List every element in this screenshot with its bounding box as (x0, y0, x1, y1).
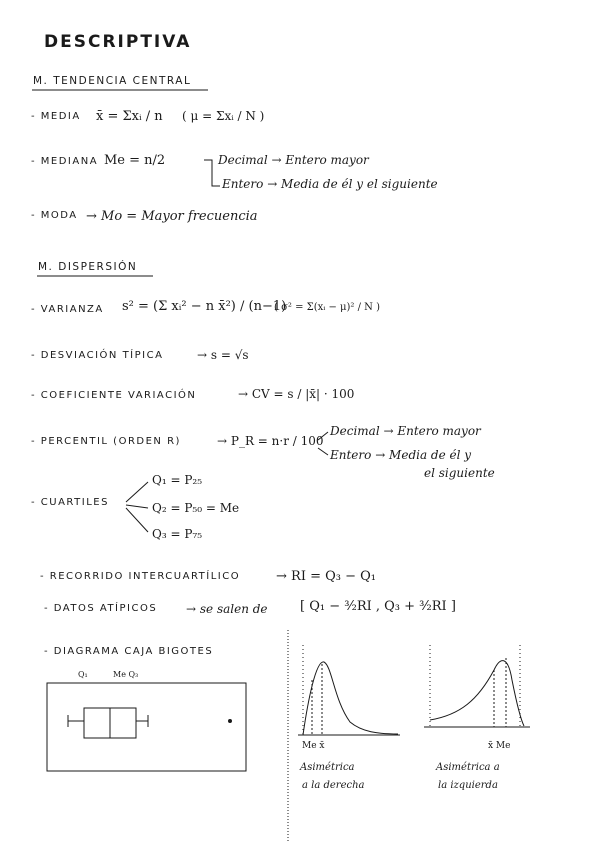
cuartiles-label: - CUARTILES (31, 497, 109, 508)
moda-formula: → Mo = Mayor frecuencia (86, 209, 258, 224)
cuartiles-arrow-down (126, 508, 148, 532)
atipicos-text: → se salen de (186, 602, 268, 616)
boxplot-me-q3-label: Me Q₃ (113, 670, 139, 679)
cuartil-q2: Q₂ = P₅₀ = Me (152, 501, 240, 515)
cuartil-q1: Q₁ = P₂₅ (152, 473, 203, 487)
right-skew-curve (303, 662, 398, 735)
mediana-brace (204, 160, 220, 186)
percentil-arrow-down (318, 448, 328, 455)
atipicos-interval: [ Q₁ − ³⁄₂RI , Q₃ + ³⁄₂RI ] (300, 599, 456, 614)
mediana-formula: Me = n/2 (104, 153, 166, 168)
recorrido-label: - RECORRIDO INTERCUARTÍLICO (40, 571, 241, 582)
desviacion-label: - DESVIACIÓN TÍPICA (31, 350, 164, 361)
cuartiles-arrow-mid (126, 505, 148, 508)
boxplot-q1-label: Q₁ (78, 670, 88, 679)
right-skew-caption-1: Asimétrica (300, 762, 355, 773)
recorrido-formula: → RI = Q₃ − Q₁ (276, 569, 377, 584)
mediana-label: - MEDIANA (31, 156, 99, 167)
left-skew-caption-2: la izquierda (438, 780, 498, 791)
mediana-entero-rule: Entero → Media de él y el siguiente (222, 177, 438, 191)
varianza-pop-formula: ( σ² = Σ(xᵢ − μ)² / N ) (274, 302, 380, 313)
percentil-formula: → P_R = n·r / 100 (217, 434, 324, 448)
percentil-decimal-rule: Decimal → Entero mayor (330, 424, 481, 438)
right-skew-axis-labels: Me x̄ (302, 741, 325, 751)
varianza-label: - VARIANZA (31, 304, 104, 315)
section-dispersion: M. DISPERSIÓN (38, 261, 138, 273)
cuartiles-arrow-up (126, 482, 148, 502)
cuartil-q3: Q₃ = P₇₅ (152, 527, 203, 541)
atipicos-label: - DATOS ATÍPICOS (44, 603, 158, 614)
left-skew-curve (430, 661, 524, 726)
diagrama-label: - DIAGRAMA CAJA BIGOTES (44, 646, 214, 657)
desviacion-formula: → s = √s (197, 348, 249, 362)
left-skew-axis-labels: x̄ Me (488, 741, 511, 751)
moda-label: - MODA (31, 210, 78, 221)
varianza-formula: s² = (Σ xᵢ² − n x̄²) / (n−1) (122, 299, 287, 314)
mediana-decimal-rule: Decimal → Entero mayor (218, 153, 369, 167)
media-formula: x̄ = Σxᵢ / n (96, 109, 163, 124)
coeficiente-formula: → CV = s / |x̄| · 100 (238, 387, 355, 401)
media-pop-formula: ( μ = Σxᵢ / N ) (182, 109, 265, 123)
left-skew-caption-1: Asimétrica a (436, 762, 500, 773)
coeficiente-label: - COEFICIENTE VARIACIÓN (31, 390, 197, 401)
media-label: - MEDIA (31, 111, 81, 122)
percentil-entero-rule-cont: el siguiente (424, 466, 495, 480)
boxplot-frame (47, 683, 246, 771)
right-skew-caption-2: a la derecha (302, 780, 365, 791)
boxplot-outlier (229, 720, 232, 723)
percentil-label: - PERCENTIL (ORDEN R) (31, 436, 181, 447)
percentil-entero-rule: Entero → Media de él y (330, 448, 472, 462)
percentil-arrow-up (318, 432, 328, 440)
page-title: DESCRIPTIVA (44, 32, 192, 52)
section-central-tendency: M. TENDENCIA CENTRAL (33, 75, 192, 87)
